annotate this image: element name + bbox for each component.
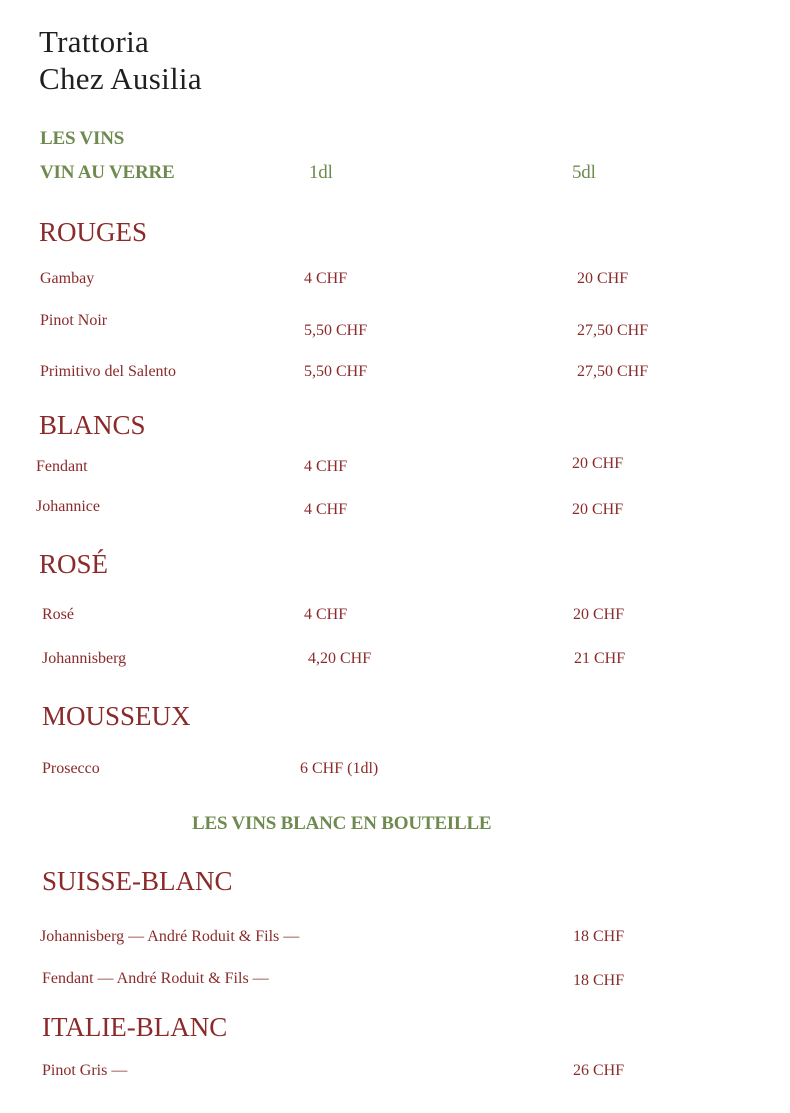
price-1dl: 4 CHF [304, 458, 348, 475]
price-5dl: 20 CHF [572, 455, 624, 472]
price-1dl: 4 CHF [304, 270, 348, 287]
section-title-italie-blanc: ITALIE-BLANC [42, 1012, 228, 1042]
price-5dl: 20 CHF [572, 501, 624, 518]
vin-au-verre-heading: VIN AU VERRE [40, 162, 175, 183]
wine-name: Johannisberg — André Roduit & Fils — [40, 928, 300, 945]
wine-name: Rosé [42, 606, 74, 623]
wine-name: Fendant — André Roduit & Fils — [42, 970, 269, 987]
wine-name: Johannisberg [42, 650, 127, 667]
section-title-blancs: BLANCS [39, 410, 146, 440]
price-1dl: 5,50 CHF [304, 322, 368, 339]
bouteille-heading: LES VINS BLANC EN BOUTEILLE [192, 813, 492, 834]
restaurant-name-line2: Chez Ausilia [39, 61, 202, 96]
price-1dl: 4 CHF [304, 501, 348, 518]
wine-name: Pinot Gris — [42, 1062, 128, 1079]
price: 18 CHF [573, 972, 625, 989]
price-5dl: 21 CHF [574, 650, 626, 667]
wine-name: Primitivo del Salento [40, 363, 176, 380]
section-title-rouges: ROUGES [39, 217, 148, 247]
column-5dl-heading: 5dl [572, 162, 596, 183]
price-5dl: 20 CHF [573, 606, 625, 623]
wine-name: Pinot Noir [40, 312, 108, 329]
wine-name: Prosecco [42, 760, 100, 777]
price-1dl: 5,50 CHF [304, 363, 368, 380]
price-5dl: 27,50 CHF [577, 322, 649, 339]
price: 18 CHF [573, 928, 625, 945]
price-1dl: 4,20 CHF [308, 650, 372, 667]
price: 6 CHF (1dl) [300, 760, 379, 777]
restaurant-name-line1: Trattoria [39, 24, 150, 59]
wine-name: Fendant [36, 458, 88, 475]
price-1dl: 4 CHF [304, 606, 348, 623]
price-5dl: 27,50 CHF [577, 363, 649, 380]
section-title-suisse-blanc: SUISSE-BLANC [42, 866, 233, 896]
wine-name: Gambay [40, 270, 95, 287]
price-5dl: 20 CHF [577, 270, 629, 287]
section-title-mousseux: MOUSSEUX [42, 701, 191, 731]
wine-name: Johannice [36, 498, 100, 515]
column-1dl-heading: 1dl [309, 162, 333, 183]
price: 26 CHF [573, 1062, 625, 1079]
section-title-rose: ROSÉ [39, 549, 109, 579]
les-vins-heading: LES VINS [40, 128, 125, 149]
